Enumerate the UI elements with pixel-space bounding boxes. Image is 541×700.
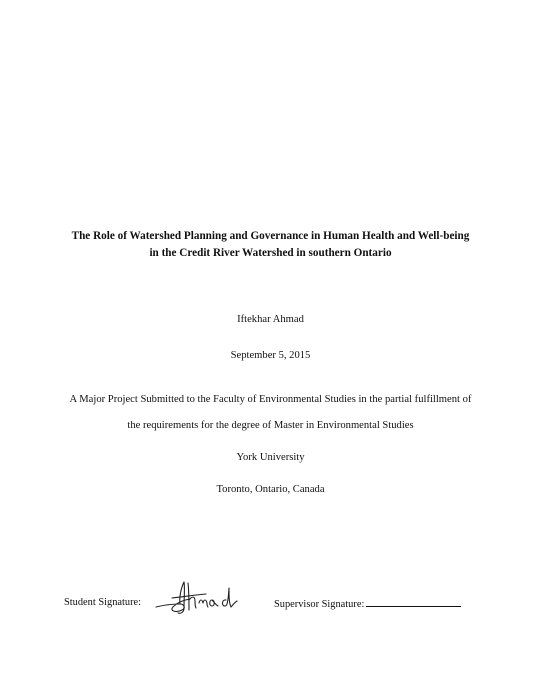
- supervisor-signature-field: [274, 596, 461, 612]
- title-line-1: The Role of Watershed Planning and Governance in Human Health and Well-being: [71, 230, 470, 242]
- title-line-2: in the Credit River Watershed in southern Ontario: [149, 247, 392, 259]
- supervisor-signature-label: Supervisor Signature:: [274, 599, 365, 610]
- author-name: Iftekhar Ahmad: [237, 314, 304, 325]
- student-signature-label: Student Signature:: [64, 597, 142, 608]
- document-title: [20, 228, 521, 262]
- university-name: York University: [236, 452, 305, 463]
- student-signature-image: [154, 578, 240, 616]
- supervisor-signature-line: [366, 596, 461, 607]
- university-location: Toronto, Ontario, Canada: [216, 484, 325, 495]
- submission-date: September 5, 2015: [230, 350, 311, 361]
- submission-statement-line-2: the requirements for the degree of Master in Environmental Studies: [127, 420, 414, 431]
- student-signature-text: Ahmad: [154, 578, 157, 579]
- submission-statement-line-1: A Major Project Submitted to the Faculty of Environmental Studies in the partial fulfillment of: [69, 394, 472, 405]
